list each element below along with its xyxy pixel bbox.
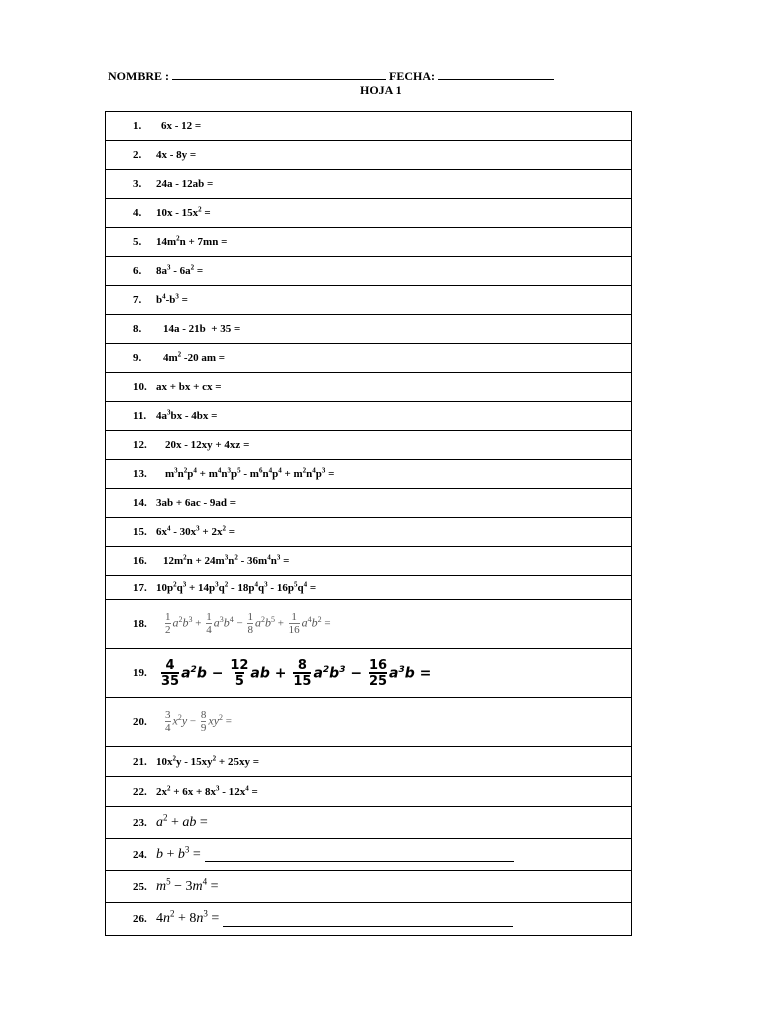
exercise-number: 23.	[133, 816, 147, 829]
exercise-expression: 24a - 12ab =	[156, 178, 214, 190]
exercise-number: 13.	[133, 468, 147, 480]
exercise-expression: 20x - 12xy + 4xz =	[165, 439, 250, 451]
exercise-expression: 6x - 12 =	[161, 120, 202, 132]
exercise-row	[106, 600, 631, 649]
exercise-number: 3.	[133, 178, 142, 190]
exercise-row	[106, 489, 631, 518]
answer-line[interactable]	[205, 847, 514, 862]
name-field[interactable]	[172, 68, 386, 80]
name-label: NOMBRE :	[108, 69, 169, 83]
exercise-number: 18.	[133, 618, 147, 630]
exercise-expression: 14a - 21b + 35 =	[163, 323, 241, 335]
exercise-number: 24.	[133, 848, 147, 861]
header-name-date	[108, 68, 554, 84]
date-field[interactable]	[438, 68, 554, 80]
exercise-expression: $8a^3 - 6a^2$ =	[156, 263, 204, 277]
exercise-row	[106, 170, 631, 199]
exercise-number: 9.	[133, 352, 142, 364]
exercise-row	[106, 518, 631, 547]
exercise-number: 12.	[133, 439, 147, 451]
exercise-row	[106, 344, 631, 373]
exercise-number: 14.	[133, 497, 147, 509]
exercise-row	[106, 228, 631, 257]
sheet-title: HOJA 1	[360, 83, 402, 97]
exercise-expression: $m^3n^2p^4 + m^4n^3p^5 - m^6n^4p^4 + m^2n^4p^3$ =	[165, 466, 335, 480]
exercise-expression: ax + bx + cx =	[156, 381, 222, 393]
exercise-number: 1.	[133, 120, 142, 132]
exercise-expression: $m^5 - 3m^4$ =	[156, 875, 219, 894]
exercise-row	[106, 747, 631, 777]
exercise-row	[106, 286, 631, 315]
exercise-number: 19.	[133, 667, 147, 679]
exercise-number: 2.	[133, 149, 142, 161]
exercise-number: 22.	[133, 785, 147, 798]
exercise-number: 7.	[133, 294, 142, 306]
exercise-number: 16.	[133, 555, 147, 567]
exercise-expression: $4m^2$ -20 am =	[163, 350, 226, 364]
exercise-number: 8.	[133, 323, 142, 335]
exercise-row	[106, 460, 631, 489]
exercise-expression: $4n^2 + 8n^3$ =	[156, 908, 220, 926]
exercise-row	[106, 547, 631, 576]
exercise-number: 26.	[133, 913, 147, 925]
exercise-expression: $\frac{1}{2}$ $a^2b^3$ + $\frac{1}{4}$ $a^3b^4$ − $\frac{1}{8}$ $a^2b^5$ + $\frac{1}{16}$ $a^4b^2$ =	[165, 611, 331, 636]
exercise-number: 17.	[133, 581, 147, 594]
exercise-expression: $\frac{3}{4}$ $x^2y$ − $\frac{8}{9}$ $xy^2$ =	[165, 709, 232, 734]
exercise-number: 15.	[133, 526, 147, 538]
exercise-row	[106, 315, 631, 344]
exercise-number: 10.	[133, 381, 147, 393]
exercise-expression: $10x^2y - 15xy^2 + 25xy$ =	[156, 753, 259, 768]
exercise-expression: $14m^2n + 7mn$ =	[156, 234, 228, 248]
exercise-expression: $2x^2 + 6x + 8x^3 - 12x^4$ =	[156, 783, 258, 798]
exercise-row	[106, 903, 631, 935]
exercise-number: 20.	[133, 716, 147, 728]
exercise-expression: $b^4-b^3$ =	[156, 292, 188, 306]
exercise-row	[106, 431, 631, 460]
exercise-number: 6.	[133, 265, 142, 277]
exercise-expression: $4a^3bx - 4bx$ =	[156, 408, 218, 422]
exercise-expression: $6x^4 - 30x^3 + 2x^2$ =	[156, 524, 235, 538]
exercise-row	[106, 871, 631, 903]
answer-line[interactable]	[223, 912, 513, 927]
exercise-expression: $a^2$ + ab =	[156, 811, 208, 830]
exercise-row	[106, 807, 631, 839]
exercise-expression: $10p^2q^3 + 14p^3q^2 - 18p^4q^3 - 16p^5q^4$ =	[156, 579, 317, 594]
exercise-row	[106, 649, 631, 698]
exercise-number: 5.	[133, 236, 142, 248]
exercise-expression: $10x - 15x^2$ =	[156, 205, 211, 219]
exercise-expression: $b + b^3$ =	[156, 843, 201, 862]
exercise-number: 25.	[133, 880, 147, 893]
exercise-row	[106, 112, 631, 141]
exercise-row	[106, 257, 631, 286]
exercise-row	[106, 576, 631, 600]
exercise-row	[106, 698, 631, 747]
exercise-row	[106, 839, 631, 871]
exercise-row	[106, 402, 631, 431]
exercise-row	[106, 777, 631, 807]
exercise-table	[105, 111, 632, 936]
exercise-number: 21.	[133, 755, 147, 768]
exercise-number: 4.	[133, 207, 142, 219]
exercise-expression: 4x - 8y =	[156, 149, 197, 161]
exercise-row	[106, 141, 631, 170]
exercise-expression: $12m^2n + 24m^3n^2 - 36m^4n^3$ =	[163, 553, 290, 567]
date-label: FECHA:	[389, 69, 435, 83]
exercise-row	[106, 373, 631, 402]
exercise-number: 11.	[133, 410, 147, 422]
exercise-row	[106, 199, 631, 228]
exercise-expression: 3ab + 6ac - 9ad =	[156, 497, 237, 509]
exercise-expression: $\frac{4}{35}$ $a^2b$ − $\frac{12}{5}$ ab + $\frac{8}{15}$ $a^2b^3$ − $\frac{16}{25}$ $a^3b$ =	[161, 657, 432, 689]
